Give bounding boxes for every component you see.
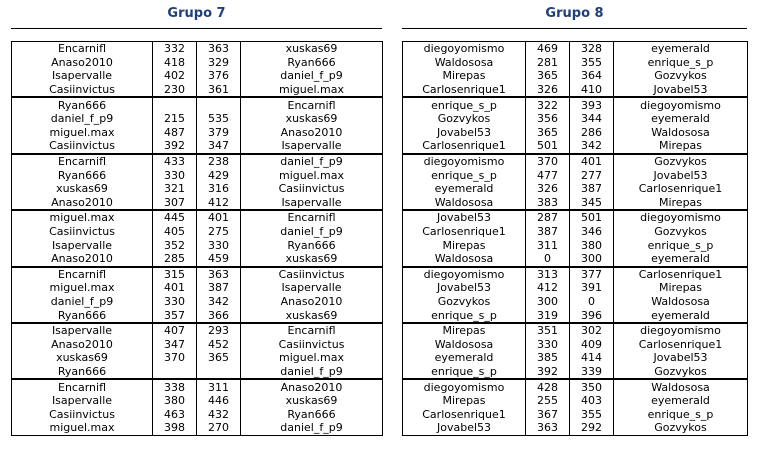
home-player: diegoyomismo (403, 379, 526, 394)
away-player: Encarnifl (241, 210, 383, 225)
score-home: 463 (153, 407, 197, 421)
match-row (12, 196, 383, 211)
score-away: 452 (197, 337, 241, 351)
away-player: Mirepas (658, 281, 703, 295)
score-home: 367 (526, 407, 570, 421)
score-away: 376 (197, 69, 241, 83)
score-away: 292 (570, 421, 614, 435)
match-row (12, 126, 383, 140)
away-player: Casiinvictus (278, 182, 345, 196)
match-row (12, 267, 383, 282)
away-player: xuskas69 (285, 252, 338, 266)
home-player: miguel.max (12, 210, 153, 225)
score-away: 414 (570, 351, 614, 365)
away-player: diegoyomismo (614, 210, 748, 225)
away-player: Anaso2010 (280, 294, 343, 308)
score-away: 311 (197, 379, 241, 394)
score-away (197, 97, 241, 112)
match-row (403, 210, 748, 225)
score-home: 387 (526, 225, 570, 239)
away-player: Casiinvictus (241, 267, 383, 282)
away-player: xuskas69 (285, 42, 338, 56)
away-player: eyemerald (651, 252, 710, 266)
match-row (12, 112, 383, 126)
away-player: xuskas69 (285, 394, 338, 408)
home-player: Gozvykos (437, 294, 491, 308)
home-player: Ryan666 (12, 97, 153, 112)
home-player: Waldososa (434, 55, 494, 69)
away-player: Gozvykos (614, 154, 748, 169)
match-row (403, 168, 748, 182)
score-away: 412 (197, 196, 241, 211)
score-away: 409 (570, 337, 614, 351)
match-row (403, 281, 748, 295)
score-away: 459 (197, 252, 241, 267)
score-home: 405 (153, 225, 197, 239)
match-row (403, 97, 748, 112)
score-home: 433 (153, 154, 197, 169)
score-away: 350 (570, 379, 614, 394)
away-player: Gozvykos (654, 364, 707, 378)
home-player: Carlosenrique1 (422, 407, 506, 421)
score-away: 0 (570, 295, 614, 309)
score-home: 398 (153, 421, 197, 435)
score-home: 230 (153, 83, 197, 98)
match-row (12, 56, 383, 70)
away-player: Waldososa (614, 379, 748, 394)
home-player: Encarnifl (58, 42, 106, 56)
score-away: 501 (570, 210, 614, 225)
home-player: Ryan666 (57, 168, 107, 182)
away-player: Carlosenrique1 (614, 267, 748, 282)
match-row (12, 308, 383, 323)
away-player: diegoyomismo (614, 323, 748, 338)
away-player: diegoyomismo (614, 97, 748, 112)
home-player: daniel_f_p9 (50, 112, 114, 126)
home-player: Casiinvictus (49, 139, 115, 153)
home-player: Ryan666 (57, 308, 107, 322)
score-away: 345 (570, 196, 614, 211)
home-player: Anaso2010 (51, 55, 113, 69)
score-away: 355 (570, 407, 614, 421)
score-away: 446 (197, 394, 241, 408)
score-home: 0 (526, 252, 570, 267)
away-player: Mirepas (658, 139, 703, 153)
match-row (12, 139, 383, 154)
home-player: Waldososa (434, 252, 494, 266)
score-away: 380 (570, 238, 614, 252)
match-row (403, 112, 748, 126)
home-player: xuskas69 (56, 351, 108, 365)
score-home: 330 (526, 337, 570, 351)
score-away: 365 (197, 351, 241, 365)
away-player: eyemerald (651, 308, 710, 322)
match-row (403, 252, 748, 267)
home-player: Casiinvictus (49, 83, 115, 97)
match-row (12, 168, 383, 182)
match-row (403, 295, 748, 309)
match-row (403, 225, 748, 239)
home-player: diegoyomismo (423, 42, 505, 56)
score-home: 401 (153, 281, 197, 295)
match-row (12, 69, 383, 83)
match-row (403, 139, 748, 154)
score-home: 357 (153, 308, 197, 323)
away-player: Waldososa (651, 294, 710, 308)
match-row (12, 225, 383, 239)
match-row (403, 83, 748, 98)
score-away: 342 (197, 295, 241, 309)
away-player: Anaso2010 (241, 379, 383, 394)
score-away: 302 (570, 323, 614, 338)
home-player: Anaso2010 (51, 252, 113, 266)
match-row (12, 42, 383, 56)
score-home: 487 (153, 126, 197, 140)
home-player: Encarnifl (12, 267, 153, 282)
match-row (12, 83, 383, 98)
match-row (403, 69, 748, 83)
match-row (403, 196, 748, 211)
score-away (197, 365, 241, 380)
score-home: 407 (153, 323, 197, 338)
home-player: Isapervalle (51, 238, 113, 252)
score-home: 392 (526, 365, 570, 380)
home-player: Casiinvictus (49, 225, 115, 239)
match-row (403, 407, 748, 421)
home-player: Mirepas (442, 238, 486, 252)
score-away: 403 (570, 394, 614, 408)
away-player: Ryan666 (287, 55, 336, 69)
score-home: 365 (526, 69, 570, 83)
away-player: eyemerald (651, 42, 710, 56)
score-home: 501 (526, 139, 570, 154)
score-home: 383 (526, 196, 570, 211)
away-player: Gozvykos (654, 421, 707, 435)
score-away: 347 (197, 139, 241, 154)
home-player: Ryan666 (57, 364, 107, 378)
group-8-table (402, 41, 748, 436)
score-home: 321 (153, 182, 197, 196)
match-row (12, 421, 383, 435)
away-player: Encarnifl (241, 97, 383, 112)
home-player: Carlosenrique1 (422, 83, 506, 97)
match-row (12, 407, 383, 421)
away-player: eyemerald (651, 394, 710, 408)
home-player: Jovabel53 (436, 421, 492, 435)
away-player: Jovabel53 (653, 351, 708, 365)
match-row (403, 337, 748, 351)
away-player: Carlosenrique1 (638, 337, 723, 351)
score-home (153, 365, 197, 380)
away-player: Carlosenrique1 (638, 182, 723, 196)
away-player: Jovabel53 (653, 168, 708, 182)
score-away: 401 (197, 210, 241, 225)
group-8-section (402, 0, 747, 436)
home-player: Encarnifl (12, 154, 153, 169)
match-row (12, 97, 383, 112)
away-player: Isapervalle (281, 195, 342, 209)
away-player: enrique_s_p (647, 238, 714, 252)
score-home: 281 (526, 56, 570, 70)
score-home: 215 (153, 112, 197, 126)
score-away: 277 (570, 168, 614, 182)
home-player: Isapervalle (51, 69, 113, 83)
score-home: 338 (153, 379, 197, 394)
match-row (403, 365, 748, 380)
away-player: enrique_s_p (647, 407, 714, 421)
score-away: 330 (197, 238, 241, 252)
group-7-section (11, 0, 382, 436)
home-player: enrique_s_p (403, 97, 526, 112)
score-home: 370 (153, 351, 197, 365)
away-player: Mirepas (658, 195, 703, 209)
score-home: 322 (526, 97, 570, 112)
away-player: Gozvykos (654, 225, 707, 239)
score-away: 429 (197, 168, 241, 182)
away-player: miguel.max (278, 83, 344, 97)
match-row (403, 126, 748, 140)
score-home: 363 (526, 421, 570, 435)
home-player: miguel.max (49, 125, 115, 139)
score-home: 445 (153, 210, 197, 225)
score-home: 469 (526, 42, 570, 56)
score-away: 387 (570, 182, 614, 196)
home-player: diegoyomismo (403, 154, 526, 169)
match-row (403, 323, 748, 338)
away-player: Isapervalle (281, 139, 342, 153)
score-away: 432 (197, 407, 241, 421)
away-player: miguel.max (278, 168, 344, 182)
match-row (403, 154, 748, 169)
away-player: enrique_s_p (647, 55, 714, 69)
home-player: Isapervalle (12, 323, 153, 338)
away-player: Jovabel53 (653, 83, 708, 97)
score-away: 316 (197, 182, 241, 196)
score-home: 380 (153, 394, 197, 408)
away-player: daniel_f_p9 (280, 421, 343, 435)
score-away: 329 (197, 56, 241, 70)
score-home: 477 (526, 168, 570, 182)
away-player: xuskas69 (285, 308, 338, 322)
score-home: 330 (153, 168, 197, 182)
away-player: miguel.max (278, 351, 344, 365)
group-title: Grupo 8 (402, 0, 747, 29)
score-home (153, 97, 197, 112)
score-home: 319 (526, 308, 570, 323)
home-player: Waldososa (434, 195, 494, 209)
score-away: 355 (570, 56, 614, 70)
match-row (403, 42, 748, 56)
score-home: 365 (526, 126, 570, 140)
match-row (12, 281, 383, 295)
home-player: Gozvykos (437, 112, 491, 126)
score-away: 275 (197, 225, 241, 239)
score-away: 366 (197, 308, 241, 323)
match-row (403, 351, 748, 365)
match-row (403, 379, 748, 394)
match-row (12, 252, 383, 267)
away-player: Ryan666 (287, 238, 336, 252)
home-player: Encarnifl (12, 379, 153, 394)
home-player: Jovabel53 (436, 125, 492, 139)
score-home: 287 (526, 210, 570, 225)
away-player: Waldososa (651, 125, 710, 139)
home-player: miguel.max (49, 281, 115, 295)
score-away: 344 (570, 112, 614, 126)
score-away: 363 (197, 42, 241, 56)
home-player: Mirepas (442, 394, 486, 408)
home-player: daniel_f_p9 (50, 294, 114, 308)
score-home: 370 (526, 154, 570, 169)
score-away: 328 (570, 42, 614, 56)
score-away: 293 (197, 323, 241, 338)
score-home: 352 (153, 238, 197, 252)
match-row (12, 337, 383, 351)
match-row (403, 421, 748, 435)
home-player: enrique_s_p (431, 168, 497, 182)
match-row (12, 394, 383, 408)
home-player: Mirepas (403, 323, 526, 338)
score-home: 300 (526, 295, 570, 309)
home-player: xuskas69 (56, 182, 108, 196)
match-row (403, 267, 748, 282)
away-player: daniel_f_p9 (280, 364, 343, 378)
match-row (12, 365, 383, 380)
home-player: Mirepas (442, 69, 486, 83)
score-away: 393 (570, 97, 614, 112)
score-home: 330 (153, 295, 197, 309)
score-away: 535 (197, 112, 241, 126)
away-player: eyemerald (651, 112, 710, 126)
score-home: 392 (153, 139, 197, 154)
score-home: 332 (153, 42, 197, 56)
score-home: 412 (526, 281, 570, 295)
score-away: 387 (197, 281, 241, 295)
home-player: Casiinvictus (49, 407, 115, 421)
match-row (12, 351, 383, 365)
score-away: 346 (570, 225, 614, 239)
away-player: Gozvykos (654, 69, 707, 83)
score-away: 377 (570, 267, 614, 282)
score-away: 379 (197, 126, 241, 140)
home-player: diegoyomismo (403, 267, 526, 282)
home-player: Anaso2010 (51, 337, 113, 351)
home-player: Jovabel53 (403, 210, 526, 225)
match-row (403, 308, 748, 323)
score-away: 339 (570, 365, 614, 380)
score-away: 342 (570, 139, 614, 154)
home-player: Waldososa (434, 337, 494, 351)
away-player: Encarnifl (241, 323, 383, 338)
score-away: 391 (570, 281, 614, 295)
score-home: 255 (526, 394, 570, 408)
home-player: Carlosenrique1 (422, 139, 506, 153)
home-player: enrique_s_p (431, 364, 497, 378)
group-title: Grupo 7 (11, 0, 382, 29)
match-row (403, 238, 748, 252)
score-away: 270 (197, 421, 241, 435)
score-away: 410 (570, 83, 614, 98)
score-home: 356 (526, 112, 570, 126)
score-home: 402 (153, 69, 197, 83)
score-away: 300 (570, 252, 614, 267)
match-row (12, 323, 383, 338)
away-player: Casiinvictus (278, 337, 345, 351)
score-away: 286 (570, 126, 614, 140)
home-player: eyemerald (434, 182, 494, 196)
score-home: 428 (526, 379, 570, 394)
score-away: 363 (197, 267, 241, 282)
away-player: Anaso2010 (280, 125, 343, 139)
match-row (12, 295, 383, 309)
score-home: 313 (526, 267, 570, 282)
match-row (12, 238, 383, 252)
home-player: enrique_s_p (431, 308, 497, 322)
score-home: 326 (526, 83, 570, 98)
score-away: 396 (570, 308, 614, 323)
match-row (12, 154, 383, 169)
match-row (403, 182, 748, 196)
home-player: Isapervalle (51, 394, 113, 408)
away-player: daniel_f_p9 (280, 69, 343, 83)
match-row (12, 379, 383, 394)
score-away: 401 (570, 154, 614, 169)
home-player: miguel.max (49, 421, 115, 435)
home-player: Anaso2010 (51, 195, 113, 209)
match-row (12, 182, 383, 196)
score-home: 315 (153, 267, 197, 282)
home-player: Carlosenrique1 (422, 225, 506, 239)
score-away: 361 (197, 83, 241, 98)
score-away: 364 (570, 69, 614, 83)
group-7-table (11, 41, 383, 436)
score-home: 326 (526, 182, 570, 196)
home-player: eyemerald (434, 351, 494, 365)
score-home: 385 (526, 351, 570, 365)
score-home: 285 (153, 252, 197, 267)
score-away: 238 (197, 154, 241, 169)
away-player: daniel_f_p9 (280, 225, 343, 239)
score-home: 347 (153, 337, 197, 351)
score-home: 418 (153, 56, 197, 70)
away-player: xuskas69 (285, 112, 338, 126)
score-home: 351 (526, 323, 570, 338)
score-home: 311 (526, 238, 570, 252)
score-home: 307 (153, 196, 197, 211)
away-player: Isapervalle (281, 281, 342, 295)
match-row (403, 56, 748, 70)
match-row (12, 210, 383, 225)
away-player: daniel_f_p9 (241, 154, 383, 169)
home-player: Jovabel53 (436, 281, 492, 295)
away-player: Ryan666 (287, 407, 336, 421)
match-row (403, 394, 748, 408)
